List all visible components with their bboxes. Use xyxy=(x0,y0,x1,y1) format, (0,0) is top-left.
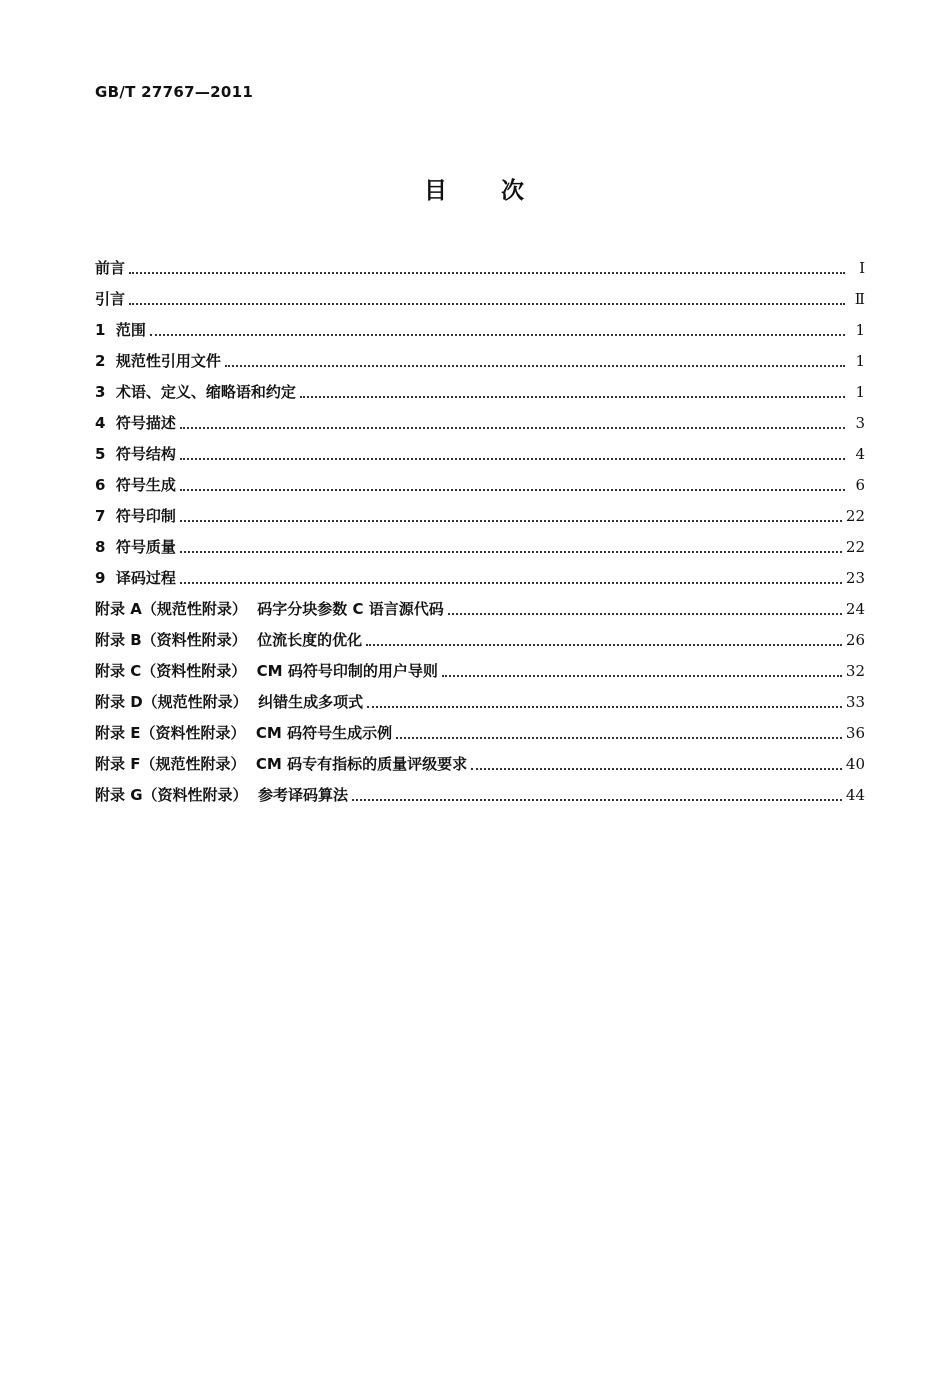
table-of-contents xyxy=(95,252,865,810)
toc-entry-page: 33 xyxy=(845,692,865,711)
toc-entry[interactable] xyxy=(95,779,865,810)
toc-entry-page: 44 xyxy=(845,785,865,804)
toc-entry[interactable] xyxy=(95,283,865,314)
toc-entry[interactable] xyxy=(95,376,865,407)
toc-entry-label: 附录 B（资料性附录） 位流长度的优化 xyxy=(95,631,363,649)
toc-entry-page: 1 xyxy=(855,351,865,370)
toc-leader-dots xyxy=(396,733,842,739)
toc-entry[interactable] xyxy=(95,469,865,500)
toc-entry[interactable] xyxy=(95,345,865,376)
toc-entry-page: 26 xyxy=(845,630,865,649)
toc-entry-page: 36 xyxy=(845,723,865,742)
toc-entry[interactable] xyxy=(95,252,865,283)
toc-entry-page: Ⅰ xyxy=(859,258,865,277)
toc-entry-label: 3 术语、定义、缩略语和约定 xyxy=(95,383,296,401)
toc-leader-dots xyxy=(180,547,842,553)
toc-leader-dots xyxy=(180,516,842,522)
toc-entry-page: 3 xyxy=(855,413,865,432)
toc-entry-page: 6 xyxy=(855,475,865,494)
toc-entry-label: 2 规范性引用文件 xyxy=(95,352,221,370)
toc-entry-page: 22 xyxy=(845,537,865,556)
toc-leader-dots xyxy=(129,268,845,274)
toc-entry[interactable] xyxy=(95,438,865,469)
toc-entry-page: 32 xyxy=(845,661,865,680)
toc-entry-label: 前言 xyxy=(95,259,126,277)
toc-entry-page: 1 xyxy=(855,382,865,401)
toc-entry[interactable] xyxy=(95,562,865,593)
toc-leader-dots xyxy=(367,702,842,708)
toc-entry-label: 6 符号生成 xyxy=(95,476,176,494)
toc-entry-page: 22 xyxy=(845,506,865,525)
toc-entry-label: 附录 D（规范性附录） 纠错生成多项式 xyxy=(95,693,364,711)
toc-leader-dots xyxy=(180,485,845,491)
toc-entry[interactable] xyxy=(95,717,865,748)
toc-entry-label: 5 符号结构 xyxy=(95,445,176,463)
toc-leader-dots xyxy=(129,299,845,305)
toc-entry-page: 4 xyxy=(855,444,865,463)
toc-entry-label: 附录 E（资料性附录） CM 码符号生成示例 xyxy=(95,724,393,742)
toc-leader-dots xyxy=(300,392,845,398)
toc-entry-page: 24 xyxy=(845,599,865,618)
toc-entry[interactable] xyxy=(95,531,865,562)
toc-entry-label: 附录 F（规范性附录） CM 码专有指标的质量评级要求 xyxy=(95,755,468,773)
toc-entry[interactable] xyxy=(95,407,865,438)
toc-leader-dots xyxy=(225,361,845,367)
toc-entry-label: 引言 xyxy=(95,290,126,308)
toc-entry-label: 附录 G（资料性附录） 参考译码算法 xyxy=(95,786,348,804)
toc-leader-dots xyxy=(366,640,842,646)
toc-leader-dots xyxy=(180,454,845,460)
toc-leader-dots xyxy=(180,423,845,429)
toc-entry[interactable] xyxy=(95,655,865,686)
toc-leader-dots xyxy=(352,795,842,801)
title-char-left: 目 xyxy=(424,178,449,204)
toc-leader-dots xyxy=(150,330,845,336)
toc-entry-label: 7 符号印制 xyxy=(95,507,176,525)
toc-leader-dots xyxy=(180,578,842,584)
toc-entry-label: 1 范围 xyxy=(95,321,146,339)
toc-entry-label: 8 符号质量 xyxy=(95,538,176,556)
toc-entry-label: 附录 A（规范性附录） 码字分块参数 C 语言源代码 xyxy=(95,600,444,618)
toc-entry[interactable] xyxy=(95,314,865,345)
toc-entry[interactable] xyxy=(95,624,865,655)
document-code: GB/T 27767—2011 xyxy=(95,83,254,101)
toc-entry-page: 40 xyxy=(845,754,865,773)
toc-entry-label: 4 符号描述 xyxy=(95,414,176,432)
toc-entry[interactable] xyxy=(95,686,865,717)
toc-entry[interactable] xyxy=(95,500,865,531)
toc-entry-label: 9 译码过程 xyxy=(95,569,176,587)
title-char-right: 次 xyxy=(501,178,526,204)
page-title xyxy=(0,172,950,205)
toc-leader-dots xyxy=(448,609,842,615)
toc-entry-page: 23 xyxy=(845,568,865,587)
toc-entry-page: 1 xyxy=(855,320,865,339)
toc-entry[interactable] xyxy=(95,748,865,779)
toc-entry-page: Ⅱ xyxy=(854,289,865,308)
toc-leader-dots xyxy=(442,671,842,677)
toc-entry[interactable] xyxy=(95,593,865,624)
toc-leader-dots xyxy=(471,764,842,770)
toc-entry-label: 附录 C（资料性附录） CM 码符号印制的用户导则 xyxy=(95,662,438,680)
